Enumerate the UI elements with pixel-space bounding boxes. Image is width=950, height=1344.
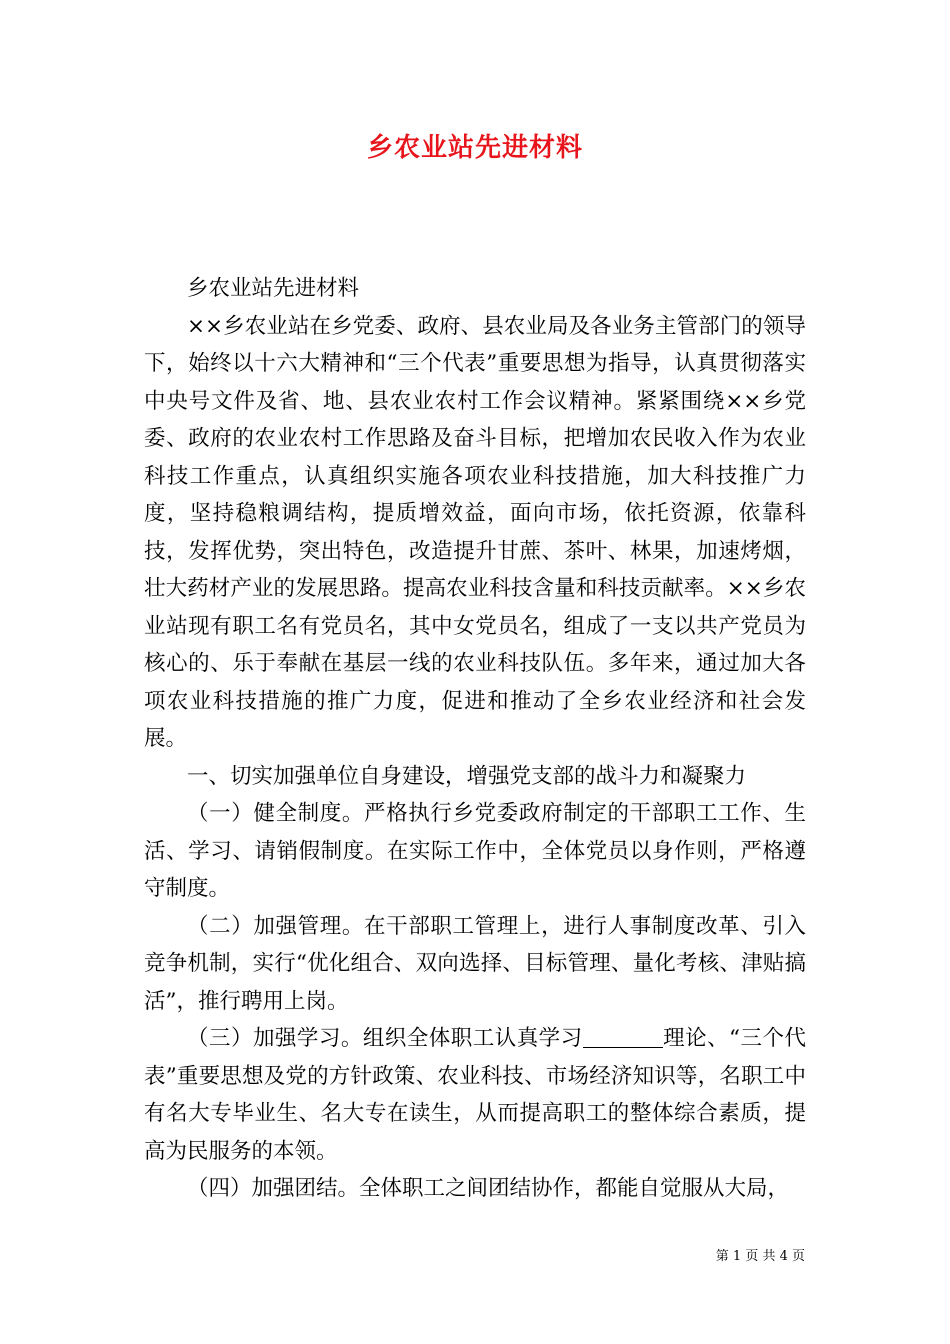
- page-footer: 第 1 页 共 4 页: [715, 1249, 805, 1264]
- paragraph-intro: ××乡农业站在乡党委、政府、县农业局及各业务主管部门的领导下，始终以十六大精神和“三个代表”重要思想为指导，认真贯彻落实中央号文件及省、地、县农业农村工作会议精神。紧紧围绕××乡党委、政府的农业农村工作思路及奋斗目标，把增加农民收入作为农业科技工作重点，认真组织实施各项农业科技措施，加大科技推广力度，坚持稳粮调结构，提质增效益，面向市场，依托资源，依靠科技，发挥优势，突出特色，改造提升甘蔗、茶叶、林果，加速烤烟，壮大药材产业的发展思路。提高农业科技含量和科技贡献率。××乡农业站现有职工名有党员名，其中女党员名，组成了一支以共产党员为核心的、乐于奉献在基层一线的农业科技队伍。多年来，通过加大各项农业科技措施的推广力度，促进和推动了全乡农业经济和社会发展。: [144, 313, 806, 751]
- paragraph-study: [144, 1020, 806, 1170]
- paragraph-unity: （四）加强团结。全体职工之间团结协作，都能自觉服从大局，: [187, 1176, 790, 1201]
- blank-underline: [583, 1026, 663, 1049]
- paragraph-management: （二）加强管理。在干部职工管理上，进行人事制度改革、引入竞争机制，实行“优化组合、双向选择、目标管理、量化考核、津贴搞活”，推行聘用上岗。: [144, 913, 806, 1014]
- study-text-after: 理论、“三个代表”重要思想及党的方针政策、农业科技、市场经济知识等，名职工中有名大专毕业生、名大专在读生，从而提高职工的整体综合素质，提高为民服务的本领。: [144, 1026, 806, 1164]
- study-text-before: （三）加强学习。组织全体职工认真学习: [187, 1026, 583, 1051]
- document-body: [144, 270, 806, 1208]
- section-heading-1: 一、切实加强单位自身建设，增强党支部的战斗力和凝聚力: [187, 763, 747, 789]
- document-title: 乡农业站先进材料: [366, 133, 583, 163]
- paragraph-heading: 乡农业站先进材料: [187, 276, 360, 301]
- paragraph-system: （一）健全制度。严格执行乡党委政府制定的干部职工工作、生活、学习、请销假制度。在实际工作中，全体党员以身作则，严格遵守制度。: [144, 801, 806, 901]
